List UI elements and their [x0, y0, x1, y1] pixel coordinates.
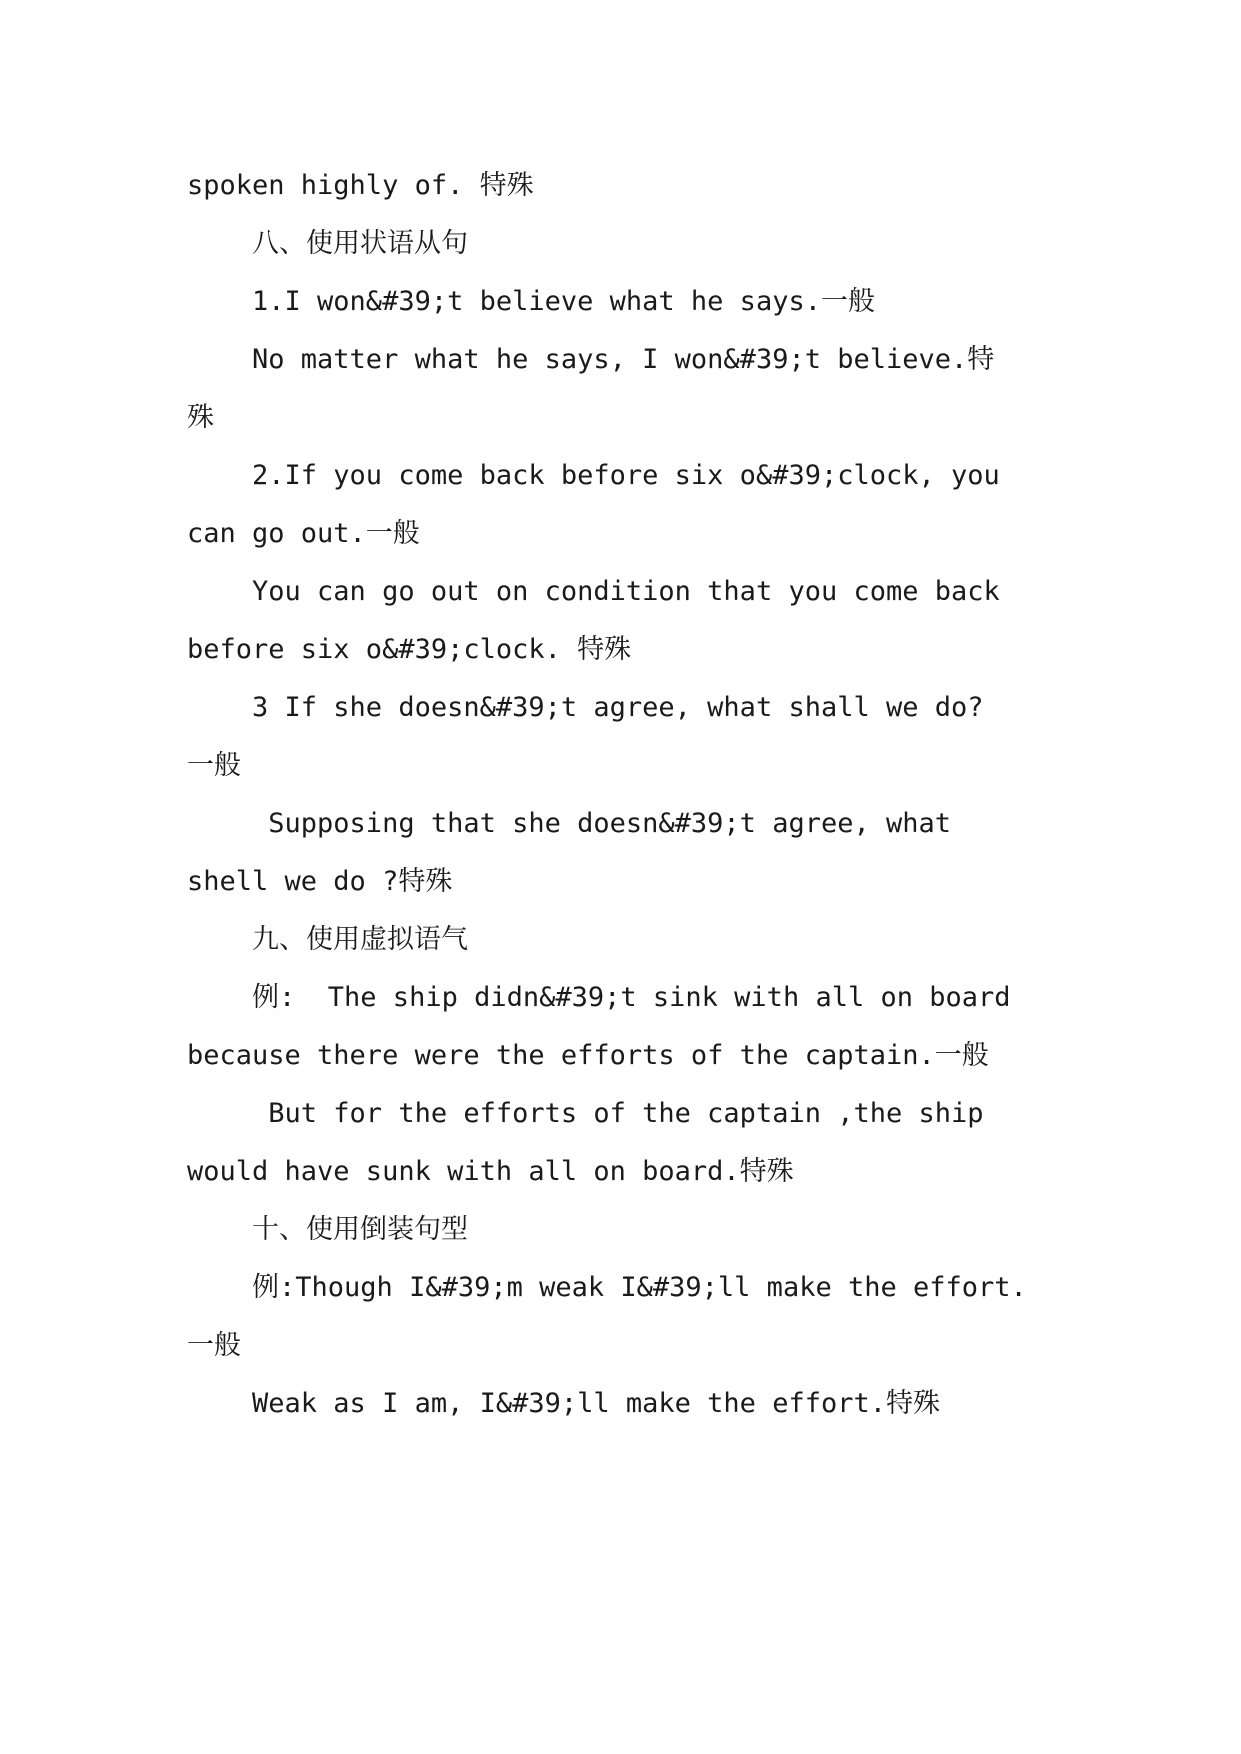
text-line: 1.I won&#39;t believe what he says.一般: [187, 286, 875, 317]
text-line: spoken highly of. 特殊: [187, 170, 534, 201]
text-line: 3 If she doesn&#39;t agree, what shall we do?: [187, 692, 984, 723]
text-line: But for the efforts of the captain ,the ship: [187, 1098, 984, 1129]
text-line: Weak as I am, I&#39;ll make the effort.特殊: [187, 1388, 940, 1419]
text-line: No matter what he says, I won&#39;t believe.特: [187, 344, 995, 375]
text-line: You can go out on condition that you come back: [187, 576, 1000, 607]
document-body: [187, 157, 1051, 1433]
section-heading: 十、使用倒装句型: [187, 1214, 469, 1245]
text-line: because there were the efforts of the captain.一般: [187, 1040, 989, 1071]
text-line: 一般: [187, 1330, 241, 1361]
section-heading: 九、使用虚拟语气: [187, 924, 469, 955]
text-line: 2.If you come back before six o&#39;clock, you: [187, 460, 1000, 491]
text-line: before six o&#39;clock. 特殊: [187, 634, 632, 665]
text-line: shell we do ?特殊: [187, 866, 453, 897]
text-line: 例:Though I&#39;m weak I&#39;ll make the effort.: [187, 1272, 1027, 1303]
section-heading: 八、使用状语从句: [187, 228, 469, 259]
text-line: 殊: [187, 402, 214, 433]
text-line: Supposing that she doesn&#39;t agree, what: [187, 808, 952, 839]
text-line: would have sunk with all on board.特殊: [187, 1156, 794, 1187]
text-line: can go out.一般: [187, 518, 420, 549]
text-line: 一般: [187, 750, 241, 781]
text-line: 例: The ship didn&#39;t sink with all on board: [187, 982, 1011, 1013]
